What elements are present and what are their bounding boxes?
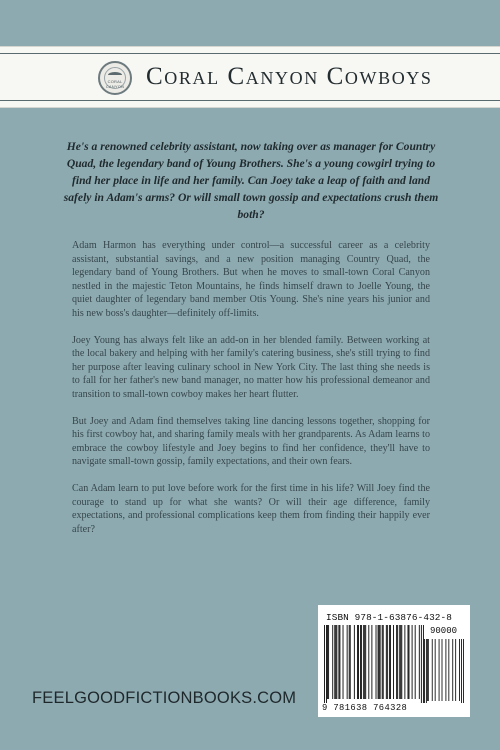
barcode-bar xyxy=(347,625,348,699)
barcode-bar xyxy=(354,625,355,699)
barcode-bar xyxy=(390,625,391,699)
barcode-bar xyxy=(445,639,446,701)
barcode-bar xyxy=(421,625,422,703)
barcode-bar xyxy=(357,625,358,699)
barcode-bar xyxy=(383,625,384,699)
barcode-bar xyxy=(350,625,351,699)
barcode-bar xyxy=(365,625,366,699)
barcode-bar xyxy=(327,625,328,699)
barcode-bar xyxy=(459,639,460,701)
barcode-bar xyxy=(427,639,428,701)
barcode-bar xyxy=(386,625,387,699)
seal-text: CORAL CANYON xyxy=(105,79,125,89)
banner-bottom-rule xyxy=(0,100,500,101)
barcode-bar xyxy=(461,639,462,703)
barcode-bar xyxy=(400,625,401,699)
barcode-bar xyxy=(378,625,379,699)
barcode-bar xyxy=(455,639,456,701)
barcode-bar xyxy=(335,625,336,699)
tagline: He's a renowned celebrity assistant, now taking over as manager for Country Quad, the legendary band of Young Brothers. She's a young cowgirl trying to find her place in life and her family. Can Joey take a leap of faith and land safely in Adam's arms? Or will small town gossip and expectations crush them both? xyxy=(63,140,439,221)
barcode-bar xyxy=(463,639,464,703)
barcode-bar xyxy=(339,625,340,699)
barcode-bar xyxy=(412,625,413,699)
price-code: 90000 xyxy=(430,626,458,636)
barcode-bar xyxy=(428,639,429,701)
barcode-bar xyxy=(376,625,377,699)
barcode-bar xyxy=(435,639,436,701)
barcode-bar xyxy=(382,625,383,699)
isbn-barcode-block xyxy=(318,605,470,717)
barcode-bar xyxy=(432,639,433,701)
barcode-bar xyxy=(338,625,339,699)
barcode-bar xyxy=(360,625,361,699)
barcode-bar xyxy=(363,625,364,699)
blurb-paragraph: Joey Young has always felt like an add-on in her blended family. Between working at the local bakery and helping with her family's catering business, she's still trying to find her purpose after leaving culinary school in New York City. The last thing she needs is to fall for her father's new band manager, no matter how his professional demeanor and transition to small-town cowboy makes her heart flutter. xyxy=(72,334,430,400)
barcode-bar xyxy=(426,639,427,703)
barcode-bar xyxy=(448,639,449,701)
blurb-paragraph: But Joey and Adam find themselves taking line dancing lessons together, shopping for his first cowboy hat, and sharing family meals with her grandparents. As Adam learns to embrace the cowboy lifestyle and Joey begins to find her confidence, they'll have to navigate small-town gossip, family expectations, and their own fears. xyxy=(72,415,430,468)
ean-barcode xyxy=(324,625,424,705)
barcode-bar xyxy=(408,625,409,699)
ean-digits: 9 781638 764328 xyxy=(322,703,408,713)
blurb-body xyxy=(72,239,430,549)
barcode-bar xyxy=(332,625,333,699)
barcode-bar xyxy=(439,639,440,701)
barcode-bar xyxy=(415,625,416,699)
barcode-bar xyxy=(361,625,362,699)
blurb-paragraph: Adam Harmon has everything under control—a successful career as a celebrity assistant, substantial savings, and a new position managing Country Quad, the legendary band of Young Brothers. But when he moves to small-town Coral Canyon nestled in the majestic Teton Mountains, he finds himself drawn to Joelle Young, the quiet daughter of legendary band member Otis Young. She's nine years his junior and his new boss's daughter—definitely off-limits. xyxy=(72,240,430,319)
barcode-bar xyxy=(387,625,388,699)
barcode-bar xyxy=(364,625,365,699)
barcode-bar xyxy=(397,625,398,699)
cowboy-hat-icon xyxy=(108,72,122,78)
barcode-bar xyxy=(368,625,369,699)
series-seal-logo xyxy=(98,61,132,95)
isbn-text: ISBN 978-1-63876-432-8 xyxy=(326,612,452,623)
barcode-bar xyxy=(424,639,425,703)
barcode-bar xyxy=(358,625,359,699)
barcode-bar xyxy=(328,625,329,699)
barcode-bar xyxy=(389,625,390,699)
barcode-bar xyxy=(334,625,335,699)
barcode-bar xyxy=(419,625,420,699)
barcode-bar xyxy=(379,625,380,699)
barcode-bar xyxy=(401,625,402,699)
series-title: Coral Canyon Cowboys xyxy=(146,63,433,90)
barcode-bar xyxy=(396,625,397,699)
barcode-bar xyxy=(452,639,453,701)
barcode-bar xyxy=(380,625,381,699)
barcode-bar xyxy=(409,625,410,699)
publisher-website: FEELGOODFICTIONBOOKS.COM xyxy=(32,689,297,707)
barcode-bar xyxy=(349,625,350,699)
barcode-bar xyxy=(326,625,327,703)
banner-top-rule xyxy=(0,53,500,54)
price-barcode xyxy=(424,639,464,705)
barcode-bar xyxy=(442,639,443,701)
series-banner xyxy=(0,46,500,108)
barcode-bar xyxy=(399,625,400,699)
blurb-paragraph: Can Adam learn to put love before work for the first time in his life? Will Joey find the courage to stand up for what she wants? Or will their age difference, family expectations, and professional complications keep them from finding their happily ever after? xyxy=(72,482,430,535)
barcode-bar xyxy=(371,625,372,699)
barcode-bar xyxy=(343,625,344,699)
barcode-bar xyxy=(324,625,325,703)
barcode-bar xyxy=(336,625,337,699)
barcode-bar xyxy=(393,625,394,699)
barcode-bar xyxy=(404,625,405,699)
